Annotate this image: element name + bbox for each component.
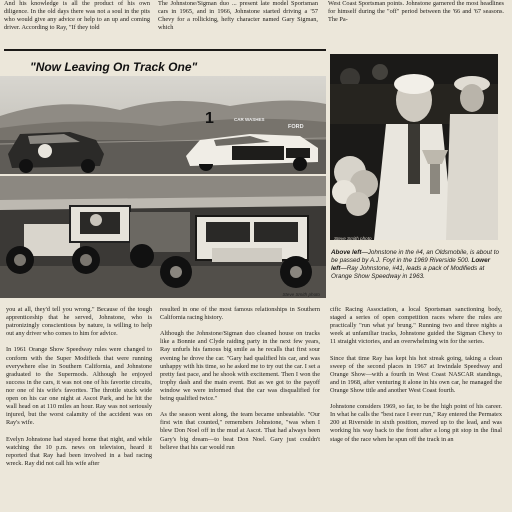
car-door-text: CAR WASHES <box>234 117 265 122</box>
top-left-column-text: And his knowledge is all the product of his own diligence. In the old days there was not a soul in the pits who would give any advice or help to an up and coming driver. According to Ray, "If they told <box>4 0 150 32</box>
race-photo-stock-cars <box>0 76 326 174</box>
article-column-2: resulted in one of the most famous relationships in Southern California racing history. Although the Johnstone/Sigman duo cleaned house on tracks like a Bonnie and Clyde raiding party in the next few years, Ray unfurls his famous big smile as he recalls that first sour evening he drove the car. "Gary had qualified his car, and was unhappy with his time, so he asked me to try out the car. I set a pretty fast pace, and he shook with excitement. Then I won the trophy dash and the main event. But as we got to the payoff window we were informed that the car was disqualified for being qualified twice." As the season went along, the team became unbeatable. "Our first win that counted," remembers Johnstone, "was when I blew Don Noel off in the mud at Ascot. That had always been Gary's big dream—to beat Don Noel. Gary just couldn't believe that his car would run <box>160 306 320 451</box>
photo-credit-left: Steve Smith photo <box>282 292 320 297</box>
photo-caption <box>331 249 501 281</box>
top-divider <box>4 49 326 51</box>
caption-lower-text: —Ray Johnstone, #41, leads a pack of Modifieds at Orange Show Speedway in 1963. <box>331 265 485 280</box>
photo-credit-right: Steve Smith photo <box>334 236 372 240</box>
race-photo-modifieds <box>0 176 326 298</box>
top-right-column-text: West Coast Sportsman points. Johnstone garnered the most headlines for himself during the "off" period between the '66 and '67 seasons. The Pa- <box>328 0 504 24</box>
caption-lower-label: Lower left <box>331 257 491 272</box>
car-side-text: FORD <box>288 124 304 130</box>
caption-above-label: Above left <box>331 249 362 256</box>
section-header: "Now Leaving On Track One" <box>30 60 198 74</box>
article-column-1: you at all, they'd tell you wrong." Because of the tough apprenticeship that he served, Johnstone, who is patronizingly conscientious by nature, is willing to help out any driver who comes to him for advice. In 1961 Orange Show Speedway rules were changed to conform with the Super Modifieds that were running everywhere else in Southern California, and Johnstone graduated to the Supermods. Although he enjoyed success in the cars, it was not one of his favorite circuits, nor one of his wife's favorites. The throttle stuck wide open on his car one night at Ascot Park, and he hit the wall head on at 110 miles an hour. Ray was not seriously injured, but the worst calamity of the accident was on Ray's wife. Evelyn Johnstone had stayed home that night, and while watching the 10 p.m. news on television, heard it reported that Ray had been involved in a bad racing wreck. Ray did not call his wife after <box>6 306 152 467</box>
article-column-3: cific Racing Association, a local Sportsman sanctioning body, staged a series of open competition races where the rules are practically "run what ya' brung." Running two and three nights a week at unfamiliar tracks, Johnstone guided the Sigman Chevy to 11 straight victories, and an overwhelming win for the series. Since that time Ray has kept his hot streak going, taking a clean sweep of the second places in 1967 at Irwindale Speedway and Orange Show—with a fourth in West Coast NASCAR standings, and in 1968, after venturing it alone in his own car, he managed the Orange Show title and another West Coast fourth. Johnstone considers 1969, so far, to be the high point of his career. In what he calls the "best race I ever run," Ray entered the Permatex 200 at Riverside in sixth position, moved up to the lead, and was working his way back to the front after a long pit stop in the final stage of the race when he spun off the track in an <box>330 306 502 443</box>
car-number-left: 1 <box>205 110 214 127</box>
top-middle-column-text: The Johnstone/Sigman duo ... present late model Sportsman cars in 1965, and in 1966, Johnstone started driving a '57 Chevy for a rollicking, hefty character named Gary Sigman, which <box>158 0 318 32</box>
trophy-ceremony-photo <box>330 54 498 240</box>
caption-above-text: —Johnstone in the #4, an Oldsmobile, is about to be passed by A.J. Foyt in the 1969 Riverside 500. <box>331 249 500 264</box>
